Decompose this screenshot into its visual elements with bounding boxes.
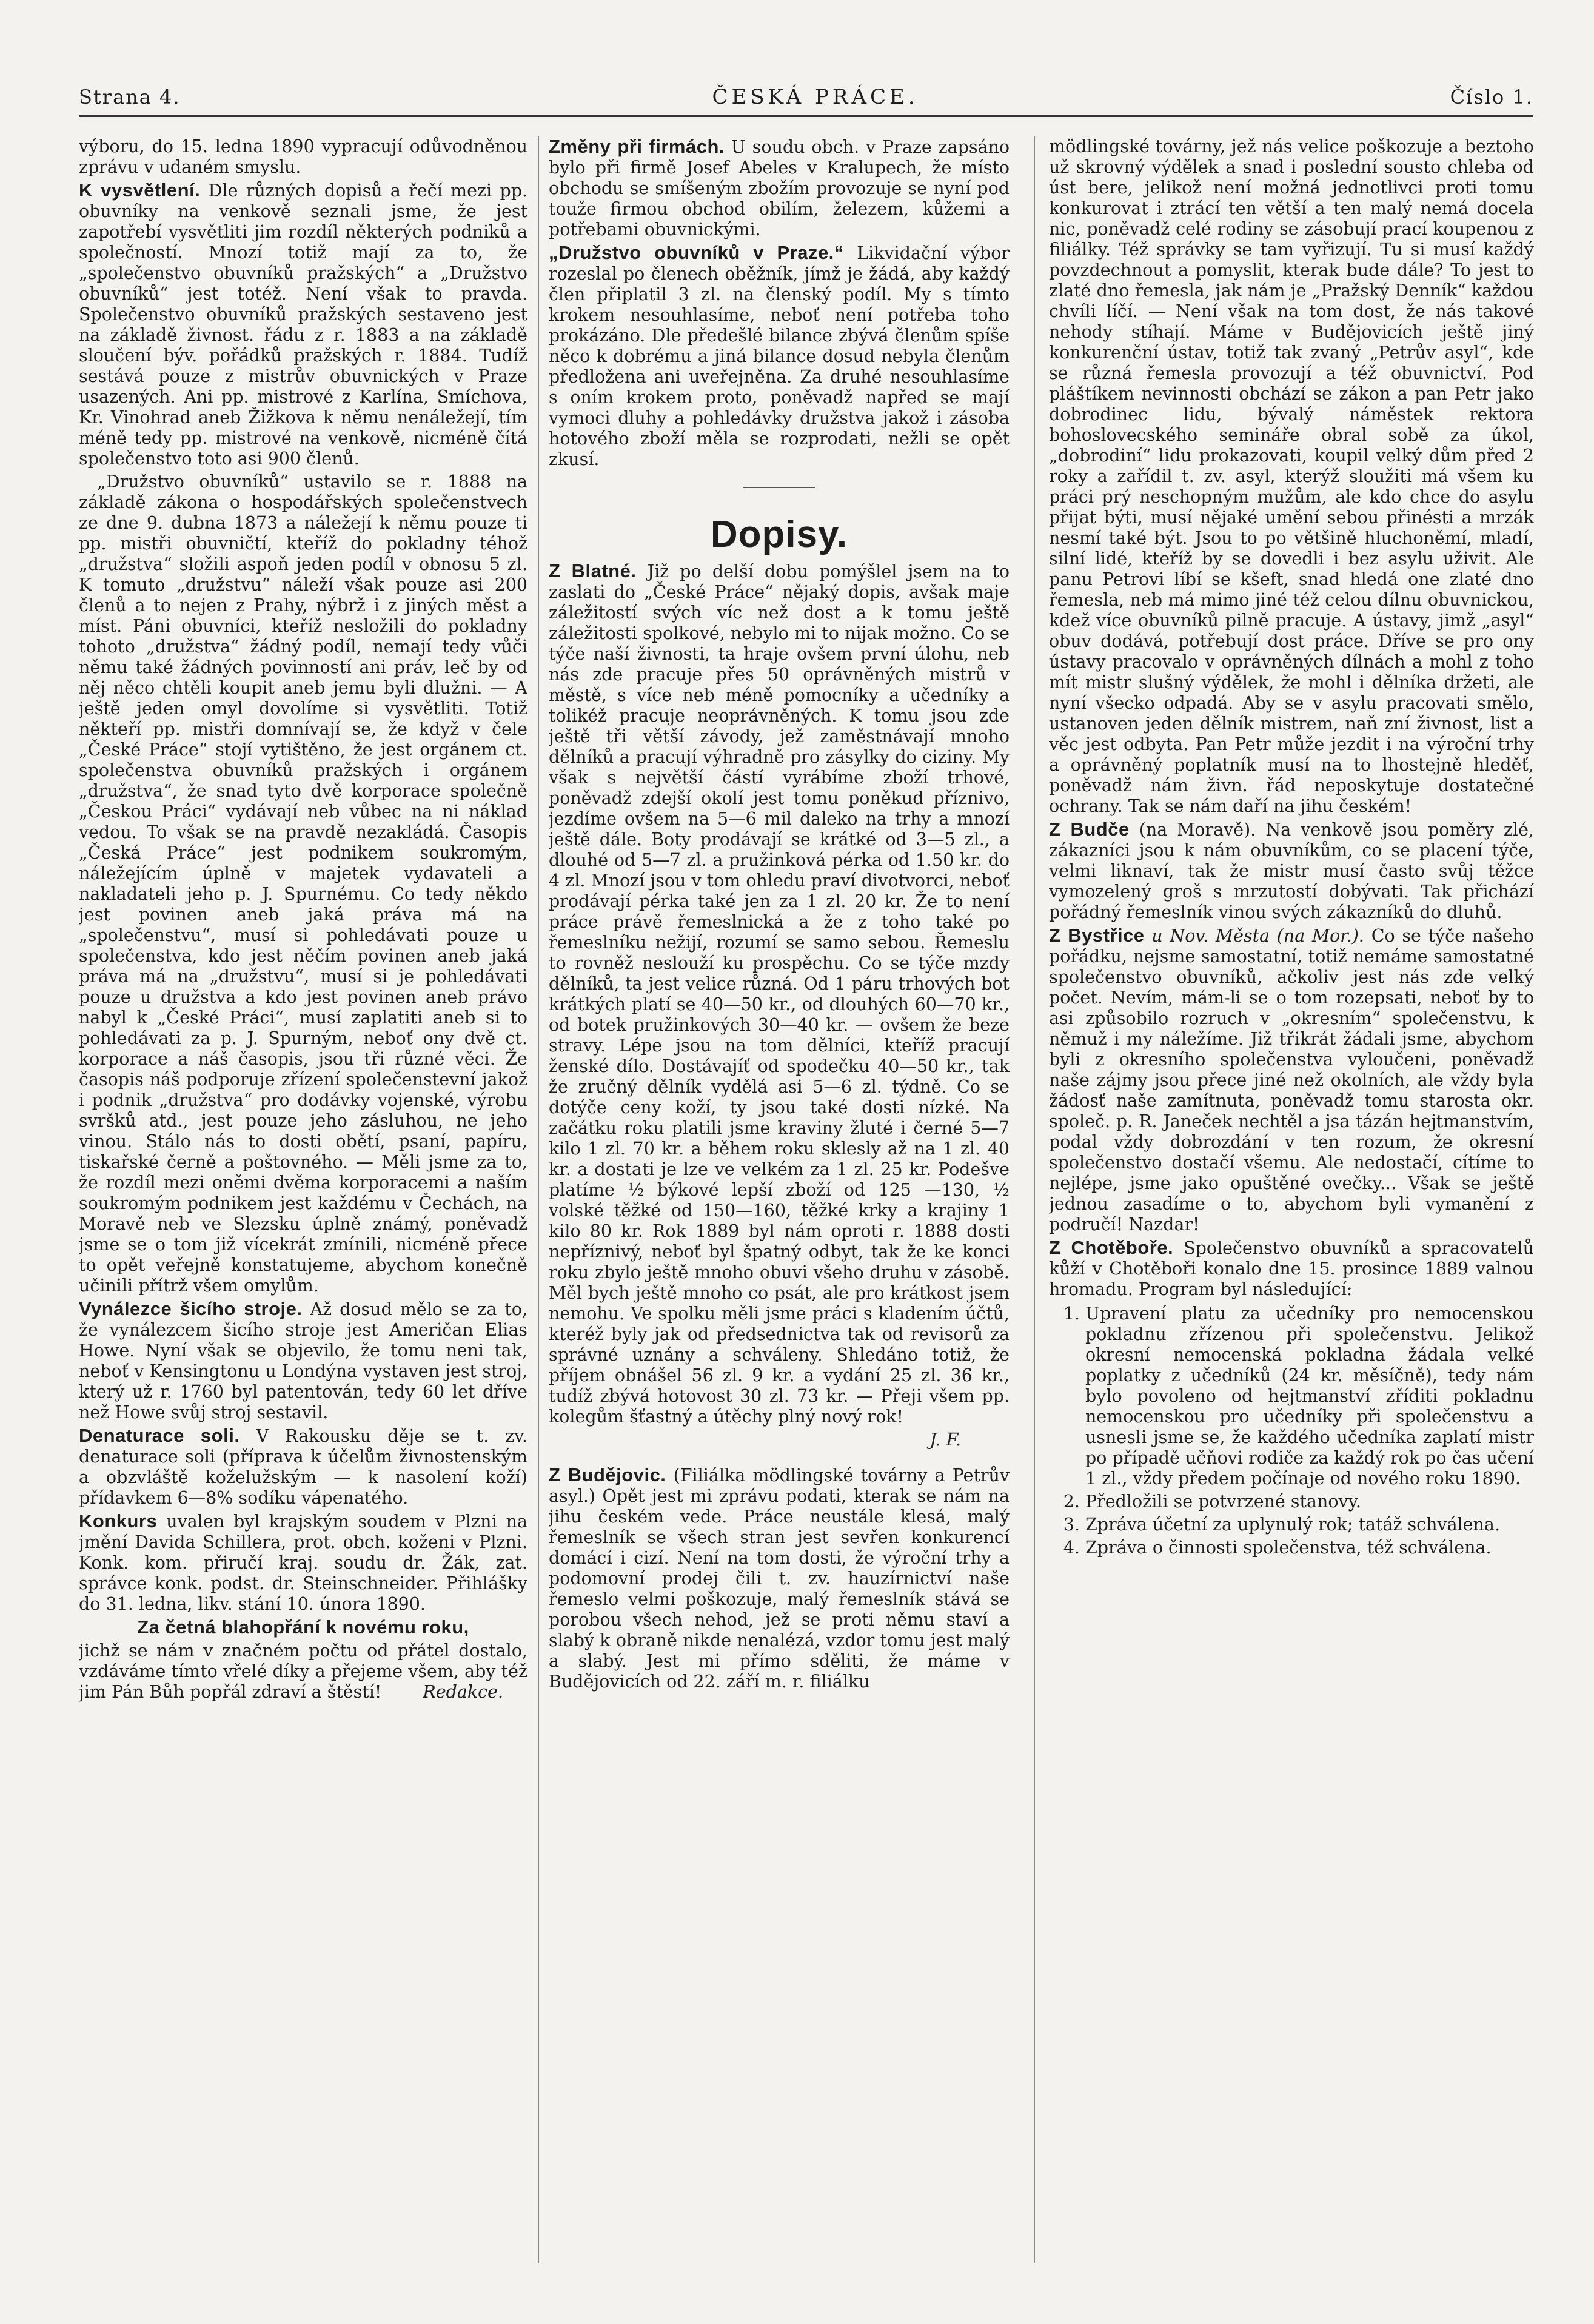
article-vynalezce	[79, 1299, 527, 1423]
article-heading: Konkurs	[79, 1510, 158, 1532]
article-paragraph: „Družstvo obuvníků“ ustavilo se r. 1888 na základě zákona o hospodářských společenstvech ze dne 9. dubna 1873 a náležejí k němu pouze ti pp. mistři obuvničtí, kteříž do pokladny téhož „družstva“ složili aspoň jeden podíl v obnosu 5 zl. K tomuto „družstvu“ náleží však pouze asi 200 členů a to nejen z Prahy, nýbrž i z jiných měst a míst. Páni obuvníci, kteříž nesložili do pokladny tohoto „družstva“ žádný podíl, nemají tedy vůči němu také žádných povinností ani práv, leč by od něj něco chtěli koupit aneb jemu byli dlužni. — A ještě jeden omyl dovolíme si vysvětliti. Totiž někteří pp. mistři domnívají se, že když v čele „České Práce“ stojí vytištěno, že jest orgánem ct. společenstva obuvníků pražských i orgánem „družstva“, že snad tyto dvě korporace společně „Českou Práci“ vydávají neb vůbec na ni náklad vedou. To však se na pravdě nezakládá. Časopis „Česká Práce“ jest podnikem soukromým, náležejícím úplně v majetek vydavateli a nakladateli jeho p. J. Spurnému. Co tedy někdo jest povinen aneb jaká práva má na „společenstvu“, musí si pohledávati pouze u společenstva, kdo jest něčím povinen aneb jaká práva má na „družstvu“, musí si je pohledávati pouze u družstva a kdo jest povinen aneb právo nabyl k „České Práci“, musí zaplatiti aneb si to pohledávati za p. J. Spurným, neboť ony dvě ct. korporace a náš časopis, jsou tři různé věci. Že časopis náš podporuje zřízení společenstevní jakož i podnik „družstva“ pro dodávky vojenské, výrobu svršků atd., jest pouze jeho zásluhou, ne jeho vinou. Stálo nás to dosti obětí, psaní, papíru, tiskařské černě a poštovného. — Měli jsme za to, že rozdíl mezi oněmi dvěma korporacemi a naším soukromým podnikem jest každému v Čechách, na Moravě neb ve Slezsku úplně známý, poněvadž jsme se o tom již vícekrát zmínili, nicméně přece to opět veřejně konstatujeme, abychom konečně učinili přítrž všem omylům.	[79, 472, 527, 1296]
signature: J. F.	[929, 1430, 961, 1450]
article-heading: Z Budče	[1049, 819, 1130, 840]
article-body: (Filiálka mödlingské továrny a Petrův asyl.) Opět jest mi zprávu podati, kterak se nám na jihu českém vede. Práce neustále klesá, malý řemeslník se všech stran jest sevřen konkurencí domácí i cizí. Není na tom dosti, že výroční trhy a podomovní prodej čili t. zv. hauzírnictví naše řemeslo velmi poškozuje, malý řemeslník stává se porobou všech nehod, jež se proti němu staví a slabý k obraně nikde nenalézá, vzdor tomu jest malý a slabý. Jest mi přímo sděliti, že máme v Budějovicích od 22. září m. r. filiálku	[549, 1465, 1010, 1692]
article-heading: Z Blatné.	[549, 560, 637, 581]
article-vysvetleni	[79, 180, 527, 469]
column-divider	[1034, 136, 1035, 2263]
article-blatna	[549, 561, 1010, 1427]
article-heading-blahoprani	[79, 1617, 527, 1638]
newspaper-title: ČESKÁ PRÁCE.	[712, 85, 919, 109]
article-denaturace	[79, 1425, 527, 1509]
list-item: 3. Zpráva účetní za uplynulý rok; tatáž schválena.	[1085, 1515, 1534, 1535]
list-item: 2. Předložili se potvrzené stanovy.	[1085, 1492, 1534, 1512]
section-title: Dopisy.	[710, 514, 848, 555]
article-druzstvo	[549, 243, 1010, 470]
article-continuation: mödlingské továrny, jež nás velice poškozuje a beztoho už skrovný výdělek a snad i poslední sousto chleba od úst bere, jelikož není možná jednotlivci proti tomu konkurovat i ztrácí ten větší a ten malý nemá docela nic, poněvadž celé rodiny se zásobují prací koupenou z filiálky. Též správky se tam vyřizují. Tu si musí každý povzdechnout a pomyslit, kterak bude dále? To jest to zlaté dno řemesla, jak nám je „Pražský Denník“ každou chvíli líčí. — Není však na tom dost, že nás takové nehody stíhají. Máme v Budějovicích ještě jiný konkurenční ústav, totiž tak zvaný „Petrův asyl“, kde se různá řemesla provozují a též obuvnictví. Pod pláštíkem nevinnosti obchází se zákon a pan Petr jako dobrodinec lidu, bývalý náměstek rektora bohoslovecského semináře obral sobě za úkol, „dobrodiní“ lidu prokazovati, koupil velký dům před 2 roky a zařídil t. zv. asyl, kterýž sloužiti má všem ku práci prý neschopným mužům, ale kdo chce do asylu přijat býti, musí nějaké umění sebou přinésti a mrzák nesmí také být. Jsou to po většině hluchoněmí, mladí, silní lidé, kteříž by se dovedli i bez asylu uživit. Ale panu Petrovi líbí se kšeft, snad hledá one zlaté dno řemesla, neb má mimo jiné též celou dílnu obuvnickou, kdež více obuvníků pilně pracuje. A ústavy, jimž „asyl“ obuv dodává, potřebují dost práce. Dříve se pro ony ústavy pracovalo v oprávněných dílnách a mohl z toho mít mistr slušný výdělek, že mohl i dělníka držeti, ale nyní všecko odpadá. Aby se v asylu pracovati smělo, ustanoven jeden dělník mistrem, naň zní živnost, list a věc jest odbyta. Pan Petr může jezdit i na výroční trhy a oprávněný poplatník musí na to lhostejně hleděť, poněvadž nám živn. řád neposkytuje dostatečné ochrany. Tak se nám daří na jihu českém!	[1049, 136, 1534, 816]
list-item: 1. Upravení platu za učedníky pro nemocenskou pokladnu zřízenou při společenstvu. Jelikož okresní nemocenská pokladna žádala velké poplatky z učedníků (24 kr. měsíčně), tedy nám bylo povoleno od hejtmanství zříditi pokladnu nemocenskou pro učedníky při společenstvu a usnesli jsme se, že každého učedníka zaplatí mistr po případě učňovi rodiče za každý rok po čas učení 1 zl., vždy předem počínaje od nového roku 1890.	[1085, 1304, 1534, 1489]
article-budejovice	[549, 1465, 1010, 1692]
article-heading: Z Chotěboře.	[1049, 1237, 1174, 1258]
article-budce	[1049, 819, 1534, 923]
article-heading: Z Bystřice	[1049, 925, 1145, 946]
article-heading: Denaturace soli.	[79, 1425, 240, 1446]
article-body: jichž se nám v značném počtu od přátel dostalo, vzdáváme tímto vřelé díky a přejeme všem, aby též jim Pán Bůh popřál zdraví a štěstí!	[79, 1641, 527, 1702]
article-body: Co se týče našeho pořádku, nejsme samostatní, totiž nemáme samostatné společenstvo obuvníků, ačkoliv jest nás zde velký počet. Nevím, mám-li se o tom rozepsati, neboť by to asi způsobilo rozruch v „okresním“ společenstvu, k němuž i my náležíme. Již třikrát žádali jsme, abychom byli z okresního společenstva vyloučeni, poněvadž naše zájmy jsou přece jiné než okolních, ale vždy byla žádosť naše zamítnuta, poněvadž tomu starosta okr. společ. p. R. Janeček nechtěl a jsa tázán hejtmanstvím, podal vždy dobrozdání v ten rozum, že okresní společenstvo dostačí všemu. Ale nedostačí, cítíme to nejlépe, jsme jako opuštěné ovečky... Však se ještě jednou zasadíme o to, abychom byli vymanění z područí! Nazdar!	[1049, 926, 1534, 1234]
article-heading: Změny při firmách.	[549, 136, 725, 157]
article-body: Společenstvo obuvníků a spracovatelů kůží v Chotěboři konalo dne 15. prosince 1889 valnou hromadu. Program byl následující:	[1049, 1238, 1534, 1299]
article-heading: K vysvětlení.	[79, 179, 201, 201]
article-zmeny	[549, 136, 1010, 240]
article-body-blahoprani	[79, 1641, 527, 1703]
article-heading: Za četná blahopřání k novému roku,	[137, 1616, 469, 1638]
article-body: Na venkově jsou poměry zlé, zákazníci jsou k nám obuvníkům, co se placení týče, velmi liknaví, tak že mistr musí často svůj těžce vymozelený groš s mrzutostí dobývati. Tak přichází pořádný řemeslník vinou svých zákazníků do dluhů.	[1049, 820, 1534, 922]
article-heading: „Družstvo obuvníků v Praze.“	[549, 242, 844, 263]
intro-continuation: výboru, do 15. ledna 1890 vypracují odůvodněnou zprávu v udaném smyslu.	[79, 136, 527, 177]
article-chotebor	[1049, 1237, 1534, 1300]
page-number: Strana 4.	[79, 85, 181, 109]
article-heading: Vynálezce šicího stroje.	[79, 1298, 303, 1319]
article-body: Až dosud mělo se za to, že vynálezcem šicího stroje jest Američan Elias Howe. Nyní však se objevilo, že tomu neni tak, neboť v Kensingtonu u Londýna vystaven jest stroj, který už r. 1760 byl patentován, tedy 60 let dříve než Howe svůj stroj sestavil.	[79, 1299, 527, 1422]
article-heading-tail: u Nov. Města (na Mor.).	[1151, 926, 1364, 946]
page-header	[79, 79, 1533, 117]
signature: Redakce.	[423, 1682, 503, 1702]
article-body: Již po delší dobu pomýšlel jsem na to zaslati do „České Práce“ nějaký dopis, avšak maje záležitostí svých víc než dost a k tomu ještě záležitosti spolkové, nebylo mi to nijak možno. Co se týče naší živnosti, ta hraje ovšem první úlohu, neb nás zde pracuje přes 50 oprávněných mistrů v městě, s více neb méně pomocníky a učedníky a tolikéž pracuje neoprávněných. K tomu jsou zde ještě tři větší závody, jež zaměstnávají mnoho dělníků a pracují výhradně pro zásylky do ciziny. My však s největší částí vyrábíme zboží trhové, poněvadž zdejší okolí jest tomu poněkud příznivo, jezdíme ovšem na 5—6 mil daleko na trhy a mnozí ještě dále. Boty prodávají se krátké od 3—5 zl., a dlouhé od 5—7 zl. a pružinková pérka od 1.50 kr. do 4 zl. Mnozí jsou v tom ohledu praví divotvorci, neboť prodávají pérka také jen za 1 zl. 20 kr. Že to není práce právě řemeslnická a že z toho také po řemeslníku nežijí, rozumí se samo sebou. Řemeslu to rovněž neslouží ku prospěchu. Co se týče mzdy dělníků, ta jest velice různá. Od 1 páru trhových bot krátkých platí se 40—50 kr., od dlouhých 60—70 kr., od botek pružinkových 30—40 kr. — ovšem že beze stravy. Lépe jsou na tom dělníci, kteříž pracují ženské dílo. Dostávajíť od spodečku 40—50 kr., tak že zručný dělník vydělá asi 5—6 zl. týdně. Co se dotýče ceny koží, ty jsou také dosti nízké. Na začátku roku platili jsme kraviny žluté i černé 5—7 kilo 1 zl. 70 kr. a během roku sklesly až na 1 zl. 40 kr. a dostati je lze ve velkém za 1 zl. 25 kr. Podešve platíme ½ býkové lepší zboží od 125 —130, ½ volské těžké od 150—160, těžké krky a krajiny 1 kilo 80 kr. Rok 1889 byl nám oproti r. 1888 dosti nepříznivý, neboť byl špatný odbyt, tak že ke konci roku zbylo ještě mnoho obuvi všeho druhu v zásobě. Měl bych ještě mnoho co psát, ale pro krátkost jsem nemohu. Ve spolku měli jsme práci s kladením účtů, kteréž byly jak od předsednictva tak od revisorů za správné uznány a schváleny. Shledáno totiž, že příjem obnášel 56 zl. 9 kr. a vydání 25 zl. 36 kr., tudíž zbývá hotovost 30 zl. 73 kr. — Přeji všem pp. kolegům šťastný a útěchy plný nový rok!	[549, 561, 1010, 1427]
column-1	[79, 136, 527, 2269]
article-body: V Rakousku děje se t. zv. denaturace soli (příprava k účelům živnostenským a obzvláště koželužským — k nasolení koží) přídavkem 6—8% sodíku vápenatého.	[79, 1426, 527, 1508]
article-body: uvalen byl krajským soudem v Plzni na jmění Davida Schillera, prot. obch. koženi v Plzni. Konk. kom. přiručí kraj. soudu dr. Žák, zat. správce konk. podst. dr. Steinschneider. Přihlášky do 31. ledna, likv. stání 10. února 1890.	[79, 1512, 527, 1614]
article-body: Likvidační výbor rozeslal po členech oběžník, jímž je žádá, aby každý člen připlatil 3 zl. na členský podíl. My s tímto krokem nesouhlasíme, neboť není potřeba toho prokázáno. Dle předešlé bilance zbývá členům spíše něco k dobrému a jiná bilance dosud nebyla členům předložena ani uveřejněna. Za druhé nesouhlasíme s oním krokem proto, poněvadž napřed se mají vymoci dluhy a pohledávky družstva jakož i zásoba hotového zboží měla se rozprodati, nežli se opět zkusí.	[549, 243, 1010, 469]
article-body: Dle různých dopisů a řečí mezi pp. obuvníky na venkově seznali jsme, že jest zapotřebí vysvětliti jim rozdíl některých podniků a společností. Mnozí totiž mají za to, že „společenstvo obuvníků pražských“ a „Družstvo obuvníků“ jest totéž. Není však to pravda. Společenstvo obuvníků pražských sestaveno jest na základě živnost. řádu z r. 1883 a na základě sloučení býv. pořádků pražských r. 1884. Tudíž sestává pouze z mistrův obuvnických v Praze usazených. Ani pp. mistrové z Karlína, Smíchova, Kr. Vinohrad aneb Žižkova k němu nenáležejí, tím méně tedy pp. mistrové na venkově, nicméně čítá společenstvo toto asi 900 členů.	[79, 181, 527, 469]
list-item: 4. Zpráva o činnosti společenstva, též schválena.	[1085, 1538, 1534, 1558]
column-3	[1049, 136, 1534, 2269]
article-konkurs	[79, 1511, 527, 1615]
article-heading: Z Budějovic.	[549, 1464, 666, 1485]
column-divider	[538, 136, 539, 2263]
issue-number: Číslo 1.	[1450, 85, 1533, 109]
column-2	[549, 136, 1010, 2269]
article-body: U soudu obch. v Praze zapsáno bylo při firmě Josef Abeles v Kralupech, že místo obchodu se smíšeným zbožím provozuje se nyní pod touže firmou obchod obilím, železem, kůžemi a potřebami obuvnickými.	[549, 137, 1010, 239]
article-bystrice	[1049, 925, 1534, 1235]
article-heading-tail: (na Moravě).	[1139, 820, 1256, 840]
program-list	[1049, 1304, 1534, 1558]
divider-rule	[743, 487, 815, 488]
